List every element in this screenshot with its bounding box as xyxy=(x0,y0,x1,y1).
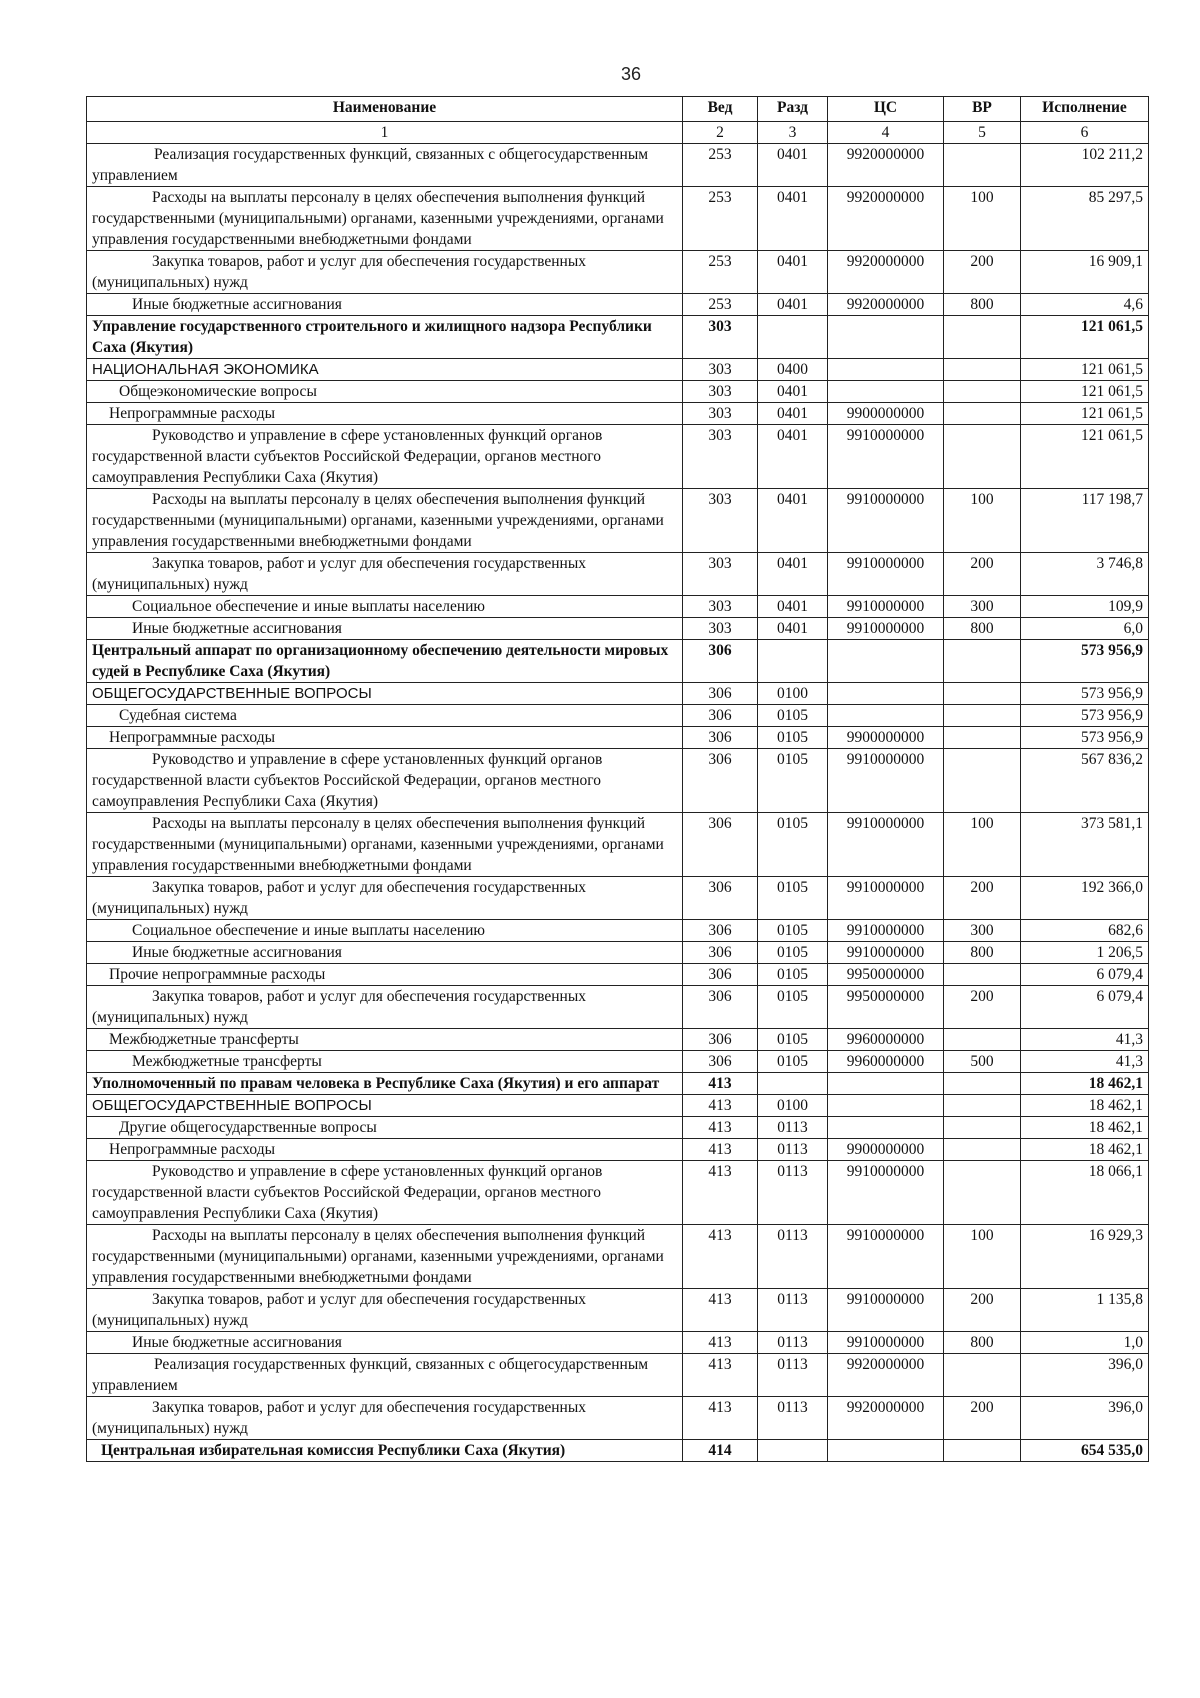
row-name: Расходы на выплаты персоналу в целях обеспечения выполнения функций государственными (муниципальными) органами, казенными учреждениями, органами управления государственными внебюджетными фондами xyxy=(87,187,683,251)
row-amount: 573 956,9 xyxy=(1021,705,1149,727)
row-name: Межбюджетные трансферты xyxy=(87,1051,683,1073)
row-cs: 9950000000 xyxy=(828,964,944,986)
row-vr xyxy=(944,316,1021,359)
row-name: Закупка товаров, работ и услуг для обеспечения государственных (муниципальных) нужд xyxy=(87,1289,683,1332)
row-name: Центральная избирательная комиссия Республики Саха (Якутия) xyxy=(87,1440,683,1462)
table-row xyxy=(87,705,1149,727)
row-razd: 0113 xyxy=(758,1354,828,1397)
row-vr xyxy=(944,144,1021,187)
row-cs xyxy=(828,381,944,403)
row-razd: 0113 xyxy=(758,1332,828,1354)
row-ved: 413 xyxy=(683,1354,758,1397)
header-vr: ВР xyxy=(944,97,1021,122)
table-row xyxy=(87,964,1149,986)
row-name: ОБЩЕГОСУДАРСТВЕННЫЕ ВОПРОСЫ xyxy=(87,1095,683,1117)
row-vr: 100 xyxy=(944,1225,1021,1289)
row-amount: 41,3 xyxy=(1021,1051,1149,1073)
row-name: Руководство и управление в сфере установленных функций органов государственной власти субъектов Российской Федерации, органов местного самоуправления Республики Саха (Якутия) xyxy=(87,425,683,489)
row-razd: 0105 xyxy=(758,920,828,942)
table-row xyxy=(87,359,1149,381)
row-ved: 306 xyxy=(683,749,758,813)
row-amount: 573 956,9 xyxy=(1021,683,1149,705)
row-vr xyxy=(944,1095,1021,1117)
row-ved: 253 xyxy=(683,187,758,251)
row-name: Другие общегосударственные вопросы xyxy=(87,1117,683,1139)
column-number: 1 xyxy=(87,122,683,144)
row-ved: 303 xyxy=(683,403,758,425)
row-razd: 0401 xyxy=(758,187,828,251)
row-razd xyxy=(758,1073,828,1095)
row-vr xyxy=(944,683,1021,705)
column-number: 5 xyxy=(944,122,1021,144)
table-row xyxy=(87,1332,1149,1354)
row-name: Центральный аппарат по организационному обеспечению деятельности мировых судей в Республике Саха (Якутия) xyxy=(87,640,683,683)
row-vr xyxy=(944,425,1021,489)
row-ved: 303 xyxy=(683,618,758,640)
row-razd: 0105 xyxy=(758,942,828,964)
row-ved: 303 xyxy=(683,381,758,403)
column-number: 4 xyxy=(828,122,944,144)
row-amount: 573 956,9 xyxy=(1021,640,1149,683)
row-ved: 253 xyxy=(683,294,758,316)
row-razd: 0401 xyxy=(758,294,828,316)
header-razd: Разд xyxy=(758,97,828,122)
table-row xyxy=(87,1117,1149,1139)
row-cs: 9910000000 xyxy=(828,425,944,489)
row-amount: 654 535,0 xyxy=(1021,1440,1149,1462)
row-vr: 300 xyxy=(944,596,1021,618)
row-cs: 9920000000 xyxy=(828,144,944,187)
row-ved: 303 xyxy=(683,489,758,553)
row-ved: 413 xyxy=(683,1397,758,1440)
row-name: Прочие непрограммные расходы xyxy=(87,964,683,986)
column-number-row xyxy=(87,122,1149,144)
row-razd xyxy=(758,640,828,683)
row-razd: 0401 xyxy=(758,553,828,596)
row-ved: 253 xyxy=(683,144,758,187)
row-cs: 9910000000 xyxy=(828,1225,944,1289)
row-vr: 200 xyxy=(944,1397,1021,1440)
row-amount: 18 462,1 xyxy=(1021,1117,1149,1139)
row-razd: 0401 xyxy=(758,618,828,640)
row-amount: 18 066,1 xyxy=(1021,1161,1149,1225)
row-vr: 100 xyxy=(944,489,1021,553)
row-vr xyxy=(944,964,1021,986)
row-razd: 0401 xyxy=(758,403,828,425)
row-amount: 6,0 xyxy=(1021,618,1149,640)
row-cs: 9910000000 xyxy=(828,877,944,920)
row-ved: 413 xyxy=(683,1073,758,1095)
row-name: Закупка товаров, работ и услуг для обеспечения государственных (муниципальных) нужд xyxy=(87,1397,683,1440)
row-vr: 300 xyxy=(944,920,1021,942)
row-amount: 373 581,1 xyxy=(1021,813,1149,877)
row-vr: 100 xyxy=(944,187,1021,251)
row-name: Закупка товаров, работ и услуг для обеспечения государственных (муниципальных) нужд xyxy=(87,553,683,596)
row-vr xyxy=(944,1117,1021,1139)
row-razd: 0105 xyxy=(758,705,828,727)
row-razd: 0401 xyxy=(758,596,828,618)
column-number: 2 xyxy=(683,122,758,144)
row-name: Социальное обеспечение и иные выплаты населению xyxy=(87,596,683,618)
row-name: Непрограммные расходы xyxy=(87,727,683,749)
row-ved: 306 xyxy=(683,920,758,942)
row-ved: 306 xyxy=(683,942,758,964)
row-vr xyxy=(944,359,1021,381)
row-amount: 121 061,5 xyxy=(1021,403,1149,425)
row-name: Руководство и управление в сфере установленных функций органов государственной власти субъектов Российской Федерации, органов местного самоуправления Республики Саха (Якутия) xyxy=(87,749,683,813)
row-razd: 0105 xyxy=(758,964,828,986)
row-amount: 682,6 xyxy=(1021,920,1149,942)
row-ved: 414 xyxy=(683,1440,758,1462)
row-ved: 306 xyxy=(683,986,758,1029)
row-cs: 9910000000 xyxy=(828,489,944,553)
row-razd: 0401 xyxy=(758,425,828,489)
row-razd: 0401 xyxy=(758,251,828,294)
row-vr xyxy=(944,1029,1021,1051)
row-amount: 1 206,5 xyxy=(1021,942,1149,964)
table-row xyxy=(87,1139,1149,1161)
table-row xyxy=(87,727,1149,749)
row-ved: 303 xyxy=(683,425,758,489)
table-row xyxy=(87,403,1149,425)
table-row xyxy=(87,1440,1149,1462)
row-vr: 200 xyxy=(944,877,1021,920)
row-razd: 0100 xyxy=(758,1095,828,1117)
table-row xyxy=(87,251,1149,294)
row-ved: 413 xyxy=(683,1161,758,1225)
row-vr xyxy=(944,749,1021,813)
row-vr xyxy=(944,640,1021,683)
row-ved: 413 xyxy=(683,1139,758,1161)
row-razd: 0105 xyxy=(758,727,828,749)
row-vr xyxy=(944,1073,1021,1095)
row-razd: 0105 xyxy=(758,986,828,1029)
row-amount: 396,0 xyxy=(1021,1354,1149,1397)
row-amount: 1 135,8 xyxy=(1021,1289,1149,1332)
row-razd xyxy=(758,1440,828,1462)
row-name: Закупка товаров, работ и услуг для обеспечения государственных (муниципальных) нужд xyxy=(87,877,683,920)
row-razd: 0105 xyxy=(758,749,828,813)
row-name: Иные бюджетные ассигнования xyxy=(87,942,683,964)
table-row xyxy=(87,425,1149,489)
row-vr: 200 xyxy=(944,553,1021,596)
table-row xyxy=(87,596,1149,618)
row-vr xyxy=(944,403,1021,425)
row-vr: 800 xyxy=(944,1332,1021,1354)
table-row xyxy=(87,813,1149,877)
table-row xyxy=(87,618,1149,640)
row-vr: 200 xyxy=(944,251,1021,294)
row-ved: 306 xyxy=(683,727,758,749)
row-cs xyxy=(828,1095,944,1117)
row-amount: 117 198,7 xyxy=(1021,489,1149,553)
header-name: Наименование xyxy=(87,97,683,122)
table-row xyxy=(87,683,1149,705)
row-vr: 500 xyxy=(944,1051,1021,1073)
row-razd: 0113 xyxy=(758,1117,828,1139)
row-vr xyxy=(944,1440,1021,1462)
row-amount: 1,0 xyxy=(1021,1332,1149,1354)
row-cs: 9910000000 xyxy=(828,920,944,942)
row-amount: 4,6 xyxy=(1021,294,1149,316)
row-name: Управление государственного строительного и жилищного надзора Республики Саха (Якутия) xyxy=(87,316,683,359)
row-cs: 9910000000 xyxy=(828,1332,944,1354)
table-row xyxy=(87,553,1149,596)
row-ved: 306 xyxy=(683,1051,758,1073)
row-amount: 573 956,9 xyxy=(1021,727,1149,749)
row-razd: 0113 xyxy=(758,1225,828,1289)
row-razd: 0401 xyxy=(758,489,828,553)
table-row xyxy=(87,749,1149,813)
row-cs: 9910000000 xyxy=(828,813,944,877)
row-razd: 0400 xyxy=(758,359,828,381)
row-cs: 9910000000 xyxy=(828,942,944,964)
row-vr xyxy=(944,705,1021,727)
row-cs xyxy=(828,1073,944,1095)
row-ved: 413 xyxy=(683,1225,758,1289)
row-razd: 0113 xyxy=(758,1139,828,1161)
row-cs: 9910000000 xyxy=(828,1289,944,1332)
table-row xyxy=(87,920,1149,942)
row-ved: 306 xyxy=(683,877,758,920)
table-row xyxy=(87,316,1149,359)
row-vr xyxy=(944,381,1021,403)
row-amount: 121 061,5 xyxy=(1021,381,1149,403)
row-name: Расходы на выплаты персоналу в целях обеспечения выполнения функций государственными (муниципальными) органами, казенными учреждениями, органами управления государственными внебюджетными фондами xyxy=(87,489,683,553)
row-cs: 9920000000 xyxy=(828,251,944,294)
row-cs: 9910000000 xyxy=(828,749,944,813)
row-vr: 100 xyxy=(944,813,1021,877)
table-row xyxy=(87,877,1149,920)
row-vr xyxy=(944,1354,1021,1397)
row-ved: 306 xyxy=(683,705,758,727)
table-row xyxy=(87,640,1149,683)
table-row xyxy=(87,1289,1149,1332)
row-name: Расходы на выплаты персоналу в целях обеспечения выполнения функций государственными (муниципальными) органами, казенными учреждениями, органами управления государственными внебюджетными фондами xyxy=(87,1225,683,1289)
row-cs: 9920000000 xyxy=(828,1354,944,1397)
row-amount: 18 462,1 xyxy=(1021,1095,1149,1117)
row-name: Расходы на выплаты персоналу в целях обеспечения выполнения функций государственными (муниципальными) органами, казенными учреждениями, органами управления государственными внебюджетными фондами xyxy=(87,813,683,877)
column-number: 3 xyxy=(758,122,828,144)
row-cs xyxy=(828,359,944,381)
row-name: Реализация государственных функций, связанных с общегосударственным управлением xyxy=(87,1354,683,1397)
row-vr: 200 xyxy=(944,986,1021,1029)
header-amount: Исполнение xyxy=(1021,97,1149,122)
row-name: Социальное обеспечение и иные выплаты населению xyxy=(87,920,683,942)
row-ved: 413 xyxy=(683,1332,758,1354)
row-amount: 3 746,8 xyxy=(1021,553,1149,596)
row-amount: 192 366,0 xyxy=(1021,877,1149,920)
row-cs: 9960000000 xyxy=(828,1029,944,1051)
row-name: Непрограммные расходы xyxy=(87,1139,683,1161)
row-name: Иные бюджетные ассигнования xyxy=(87,618,683,640)
row-amount: 6 079,4 xyxy=(1021,986,1149,1029)
row-cs xyxy=(828,640,944,683)
row-cs: 9920000000 xyxy=(828,294,944,316)
row-cs: 9910000000 xyxy=(828,618,944,640)
row-amount: 121 061,5 xyxy=(1021,316,1149,359)
table-row xyxy=(87,1397,1149,1440)
row-amount: 85 297,5 xyxy=(1021,187,1149,251)
row-amount: 121 061,5 xyxy=(1021,359,1149,381)
row-cs: 9900000000 xyxy=(828,1139,944,1161)
row-vr: 200 xyxy=(944,1289,1021,1332)
row-vr xyxy=(944,1139,1021,1161)
header-row xyxy=(87,97,1149,122)
row-cs xyxy=(828,316,944,359)
row-ved: 413 xyxy=(683,1117,758,1139)
row-ved: 303 xyxy=(683,359,758,381)
row-name: Непрограммные расходы xyxy=(87,403,683,425)
row-cs: 9910000000 xyxy=(828,596,944,618)
row-amount: 18 462,1 xyxy=(1021,1073,1149,1095)
row-cs: 9920000000 xyxy=(828,1397,944,1440)
row-cs: 9900000000 xyxy=(828,727,944,749)
row-razd: 0113 xyxy=(758,1161,828,1225)
row-name: Закупка товаров, работ и услуг для обеспечения государственных (муниципальных) нужд xyxy=(87,986,683,1029)
header-cs: ЦС xyxy=(828,97,944,122)
row-cs xyxy=(828,1117,944,1139)
table-row xyxy=(87,381,1149,403)
budget-table xyxy=(86,96,1149,1462)
row-name: Иные бюджетные ассигнования xyxy=(87,1332,683,1354)
row-name: ОБЩЕГОСУДАРСТВЕННЫЕ ВОПРОСЫ xyxy=(87,683,683,705)
row-razd: 0105 xyxy=(758,877,828,920)
table-row xyxy=(87,1051,1149,1073)
row-amount: 16 909,1 xyxy=(1021,251,1149,294)
row-ved: 413 xyxy=(683,1289,758,1332)
row-name: Руководство и управление в сфере установленных функций органов государственной власти субъектов Российской Федерации, органов местного самоуправления Республики Саха (Якутия) xyxy=(87,1161,683,1225)
row-vr xyxy=(944,727,1021,749)
table-row xyxy=(87,942,1149,964)
row-vr: 800 xyxy=(944,618,1021,640)
row-amount: 121 061,5 xyxy=(1021,425,1149,489)
row-cs: 9910000000 xyxy=(828,1161,944,1225)
row-cs: 9960000000 xyxy=(828,1051,944,1073)
row-name: Закупка товаров, работ и услуг для обеспечения государственных (муниципальных) нужд xyxy=(87,251,683,294)
row-vr: 800 xyxy=(944,294,1021,316)
row-razd: 0105 xyxy=(758,813,828,877)
table-row xyxy=(87,294,1149,316)
table-row xyxy=(87,1095,1149,1117)
row-amount: 396,0 xyxy=(1021,1397,1149,1440)
row-razd: 0113 xyxy=(758,1397,828,1440)
column-number: 6 xyxy=(1021,122,1149,144)
row-cs: 9900000000 xyxy=(828,403,944,425)
row-cs xyxy=(828,683,944,705)
row-ved: 306 xyxy=(683,1029,758,1051)
table-row xyxy=(87,489,1149,553)
row-amount: 41,3 xyxy=(1021,1029,1149,1051)
table-row xyxy=(87,1354,1149,1397)
table-row xyxy=(87,1073,1149,1095)
page-number: 36 xyxy=(620,64,642,84)
row-razd: 0105 xyxy=(758,1029,828,1051)
row-ved: 303 xyxy=(683,553,758,596)
row-razd: 0401 xyxy=(758,381,828,403)
row-amount: 18 462,1 xyxy=(1021,1139,1149,1161)
table-row xyxy=(87,1029,1149,1051)
row-ved: 303 xyxy=(683,596,758,618)
row-razd: 0401 xyxy=(758,144,828,187)
row-ved: 303 xyxy=(683,316,758,359)
row-cs: 9910000000 xyxy=(828,553,944,596)
header-ved: Вед xyxy=(683,97,758,122)
row-cs xyxy=(828,1440,944,1462)
row-cs: 9950000000 xyxy=(828,986,944,1029)
row-vr: 800 xyxy=(944,942,1021,964)
row-amount: 102 211,2 xyxy=(1021,144,1149,187)
row-name: Судебная система xyxy=(87,705,683,727)
table-row xyxy=(87,1225,1149,1289)
table-row xyxy=(87,1161,1149,1225)
row-name: Общеэкономические вопросы xyxy=(87,381,683,403)
row-razd: 0105 xyxy=(758,1051,828,1073)
row-cs: 9920000000 xyxy=(828,187,944,251)
table-body xyxy=(87,144,1149,1462)
row-name: Реализация государственных функций, связанных с общегосударственным управлением xyxy=(87,144,683,187)
row-ved: 306 xyxy=(683,683,758,705)
row-cs xyxy=(828,705,944,727)
row-amount: 567 836,2 xyxy=(1021,749,1149,813)
table-row xyxy=(87,187,1149,251)
row-name: Иные бюджетные ассигнования xyxy=(87,294,683,316)
table-row xyxy=(87,986,1149,1029)
row-vr xyxy=(944,1161,1021,1225)
row-razd: 0113 xyxy=(758,1289,828,1332)
row-ved: 413 xyxy=(683,1095,758,1117)
row-amount: 6 079,4 xyxy=(1021,964,1149,986)
row-ved: 306 xyxy=(683,640,758,683)
row-ved: 306 xyxy=(683,813,758,877)
table-row xyxy=(87,144,1149,187)
row-razd xyxy=(758,316,828,359)
row-name: Межбюджетные трансферты xyxy=(87,1029,683,1051)
row-name: Уполномоченный по правам человека в Республике Саха (Якутия) и его аппарат xyxy=(87,1073,683,1095)
row-name: НАЦИОНАЛЬНАЯ ЭКОНОМИКА xyxy=(87,359,683,381)
row-razd: 0100 xyxy=(758,683,828,705)
row-amount: 16 929,3 xyxy=(1021,1225,1149,1289)
row-amount: 109,9 xyxy=(1021,596,1149,618)
row-ved: 253 xyxy=(683,251,758,294)
row-ved: 306 xyxy=(683,964,758,986)
